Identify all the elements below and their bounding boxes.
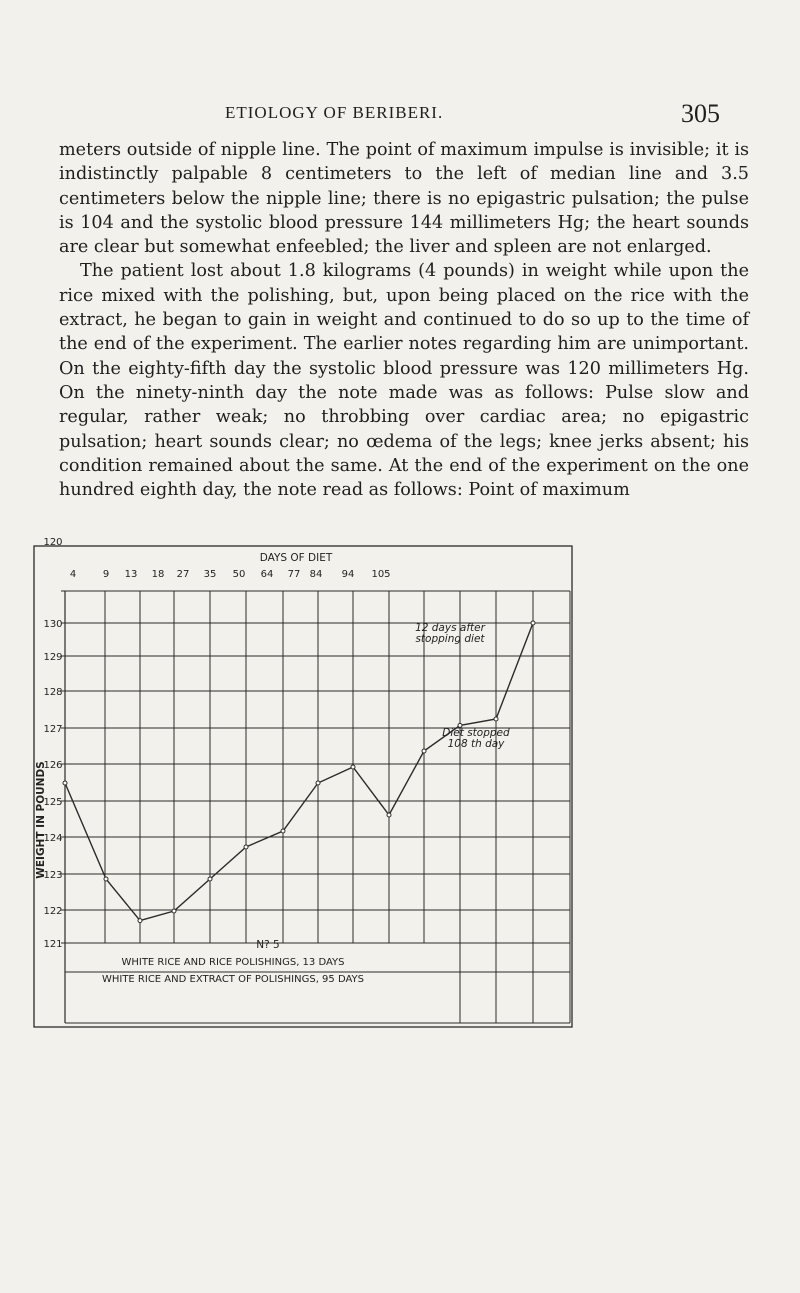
y-tick-label: 122 [43,906,63,917]
y-tick-label: 120 [43,537,63,548]
data-point [531,621,535,625]
y-tick-label: 127 [43,724,63,735]
data-point [172,909,176,913]
x-tick-label: 27 [176,569,190,580]
y-tick-label: 129 [43,652,63,663]
chart-series-layer [63,621,535,923]
x-tick-label: 64 [260,569,274,580]
chart-labels [35,537,510,985]
body-text [59,138,749,502]
paragraph: The patient lost about 1.8 kilograms (4 pounds) in weight while upon the rice mixed with the polishing, but, upon being placed on the rice with the extract, he began to gain in weight and continued to do so up to the time of the end of the experiment. The earlier notes regarding him are unimportant. On the eighty-fifth day the systolic blood pressure was 120 millimeters Hg. On the ninety-ninth day the note made was as follows: Pulse slow and regular, rather weak; no throbbing over cardiac area; no epigastric pulsation; heart sounds clear; no œdema of the legs; knee jerks absent; his condition remained about the same. At the end of the experiment on the one hundred eighth day, the note read as follows: Point of maximum [59,261,749,501]
x-tick-label: 9 [102,569,110,580]
y-tick-label: 124 [43,833,63,844]
x-tick-label: 105 [371,569,391,580]
weight-chart [33,537,573,1028]
days-after-annotation [415,622,486,645]
data-point [281,829,285,833]
data-point [63,781,67,785]
running-head: ETIOLOGY OF BERIBERI. [225,103,444,122]
chart-grid [34,546,572,1027]
data-point [104,877,108,881]
data-point [422,749,426,753]
y-tick-label: 121 [43,939,63,950]
x-tick-label: 50 [232,569,246,580]
x-tick-label: 18 [151,569,165,580]
y-tick-label: 125 [43,797,63,808]
paragraph: meters outside of nipple line. The point of maximum impulse is invisible; it is indistinctly palpable 8 centimeters to the left of median line and 3.5 centimeters below the nipple line; there is no epigastric pulsation; the pulse is 104 and the systolic blood pressure 144 millimeters Hg; the heart sounds are clear but somewhat enfeebled; the liver and spleen are not enlarged. [59,140,749,258]
data-point [316,781,320,785]
annotation-line: stopping diet [415,633,485,645]
y-tick-label: 126 [43,760,63,771]
data-point [351,765,355,769]
data-point [208,877,212,881]
annotation-line: 108 th day [447,738,505,750]
weight-chart-svg [33,537,573,1028]
caption-number: N? 5 [256,939,280,951]
y-tick-label: 123 [43,870,63,881]
diet-stopped-annotation [442,727,510,750]
x-tick-label: 77 [287,569,301,580]
y-tick-label: 128 [43,687,63,698]
data-point [494,717,498,721]
x-tick-label: 94 [341,569,355,580]
y-axis-title: WEIGHT IN POUNDS [35,761,47,879]
x-tick-label: 13 [124,569,138,580]
annotation-line: 12 days after [415,622,485,634]
x-tick-label: 4 [69,569,77,580]
data-point [138,919,142,923]
x-axis-title: DAYS OF DIET [259,552,333,564]
page-number: 305 [681,99,720,128]
x-tick-label: 84 [309,569,323,580]
data-point [244,845,248,849]
caption-line-1: WHITE RICE AND RICE POLISHINGS, 13 DAYS [121,957,345,968]
annotation-line: Diet stopped [442,727,510,739]
data-point [387,813,391,817]
y-tick-label: 130 [43,619,63,630]
chart-frame [34,546,572,1027]
series-line [65,623,533,921]
caption-line-2: WHITE RICE AND EXTRACT OF POLISHINGS, 95 DAYS [101,974,365,985]
page-header [0,99,800,143]
x-tick-label: 35 [203,569,217,580]
